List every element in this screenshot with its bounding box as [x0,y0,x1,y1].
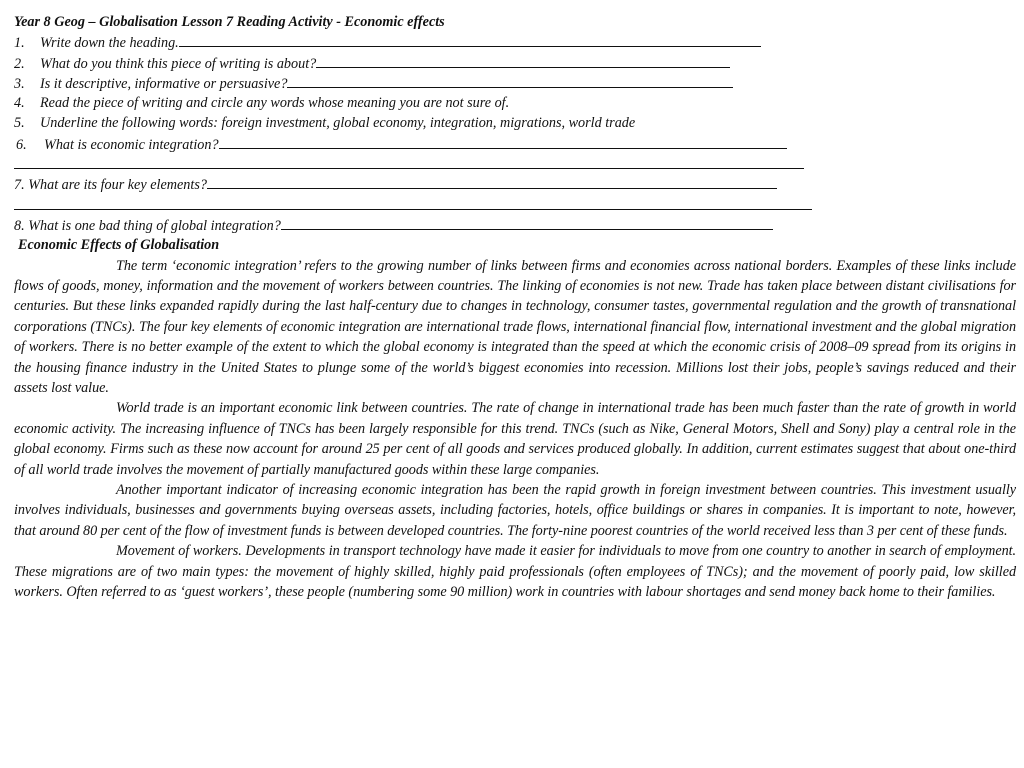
answer-blank[interactable] [179,32,761,47]
question-number: 2. [14,55,25,72]
answer-blank[interactable] [207,174,777,189]
question-2 [14,53,1016,73]
question-8 [14,215,1016,235]
question-5 [14,113,1016,133]
answer-line[interactable] [14,154,1016,174]
article-paragraph: World trade is an important economic link between countries. The rate of change in international trade has been much faster than the rate of growth in world economic activity. The increasing influence of TNCs has been largely responsible for this trend. TNCs (such as Nike, General Motors, Shell and Sony) play a central role in the global economy. Firms such as these now account for around 25 per cent of all goods and services produced globally. In addition, current estimates suggest that about one-third of all world trade involves the movement of partially manufactured goods within these large companies. [14,400,1016,478]
question-text: 8. What is one bad thing of global integration? [14,217,281,234]
question-text: What is economic integration? [44,136,219,153]
question-number: 5. [14,115,25,132]
question-3 [14,73,1016,93]
answer-line[interactable] [14,195,1016,215]
answer-blank[interactable] [281,215,773,230]
article-paragraph: The term ‘economic integration’ refers to the growing number of links between firms and economies across national borders. Examples of these links include flows of goods, money, information and the movement of workers between countries. The linking of economies is not new. Trade has taken place between distant civilisations for centuries. But these links expanded rapidly during the last half-century due to changes in technology, consumer tastes, governmental regulation and the growth of transnational corporations (TNCs). The four key elements of economic integration are international trade flows, international financial flow, international investment and the global migration of workers. There is no better example of the extent to which the global economy is integrated than the speed at which the economic crisis of 2008–09 spread from its origins in the housing finance industry in the United States to plunge some of the world’s biggest economies into recession. Millions lost their jobs, people’s savings reduced and their assets lost value. [14,257,1016,396]
article-paragraph: Another important indicator of increasing economic integration has been the rapid growth in foreign investment between countries. This investment usually involves individuals, businesses and governments buying overseas assets, including factories, hotels, office buildings or shares in companies. It is important to note, however, that around 80 per cent of the flow of investment funds is between developed countries. The forty-nine poorest countries of the world received less than 3 per cent of these funds. [14,482,1016,539]
question-text: Is it descriptive, informative or persuasive? [40,75,288,92]
question-text: Write down the heading. [40,35,179,52]
article-paragraph: Movement of workers. Developments in transport technology have made it easier for individuals to move from one country to another in search of employment. These migrations are of two main types: the movement of highly skilled, highly paid professionals (often employees of TNCs); and the movement of poorly paid, low skilled workers. Often referred to as ‘guest workers’, these people (numbering some 90 million) work in countries with labour shortages and send money back home to their families. [14,543,1016,601]
answer-blank[interactable] [287,73,733,88]
question-number: 4. [14,95,25,112]
answer-blank[interactable] [316,53,730,68]
article-heading: Economic Effects of Globalisation [18,237,220,254]
question-7 [14,174,1016,194]
question-text: What do you think this piece of writing is about? [40,55,317,72]
question-text: Underline the following words: foreign investment, global economy, integration, migrations, world trade [40,115,636,132]
question-1 [14,32,1016,52]
question-number: 6. [16,136,27,153]
question-6 [14,134,1016,154]
question-text: Read the piece of writing and circle any words whose meaning you are not sure of. [40,95,510,112]
answer-blank[interactable] [219,134,787,149]
worksheet [14,12,1016,602]
question-number: 3. [14,75,25,92]
question-4 [14,93,1016,113]
question-text: 7. What are its four key elements? [14,177,207,194]
question-number: 1. [14,35,25,52]
worksheet-title: Year 8 Geog – Globalisation Lesson 7 Reading Activity - Economic effects [14,14,445,30]
